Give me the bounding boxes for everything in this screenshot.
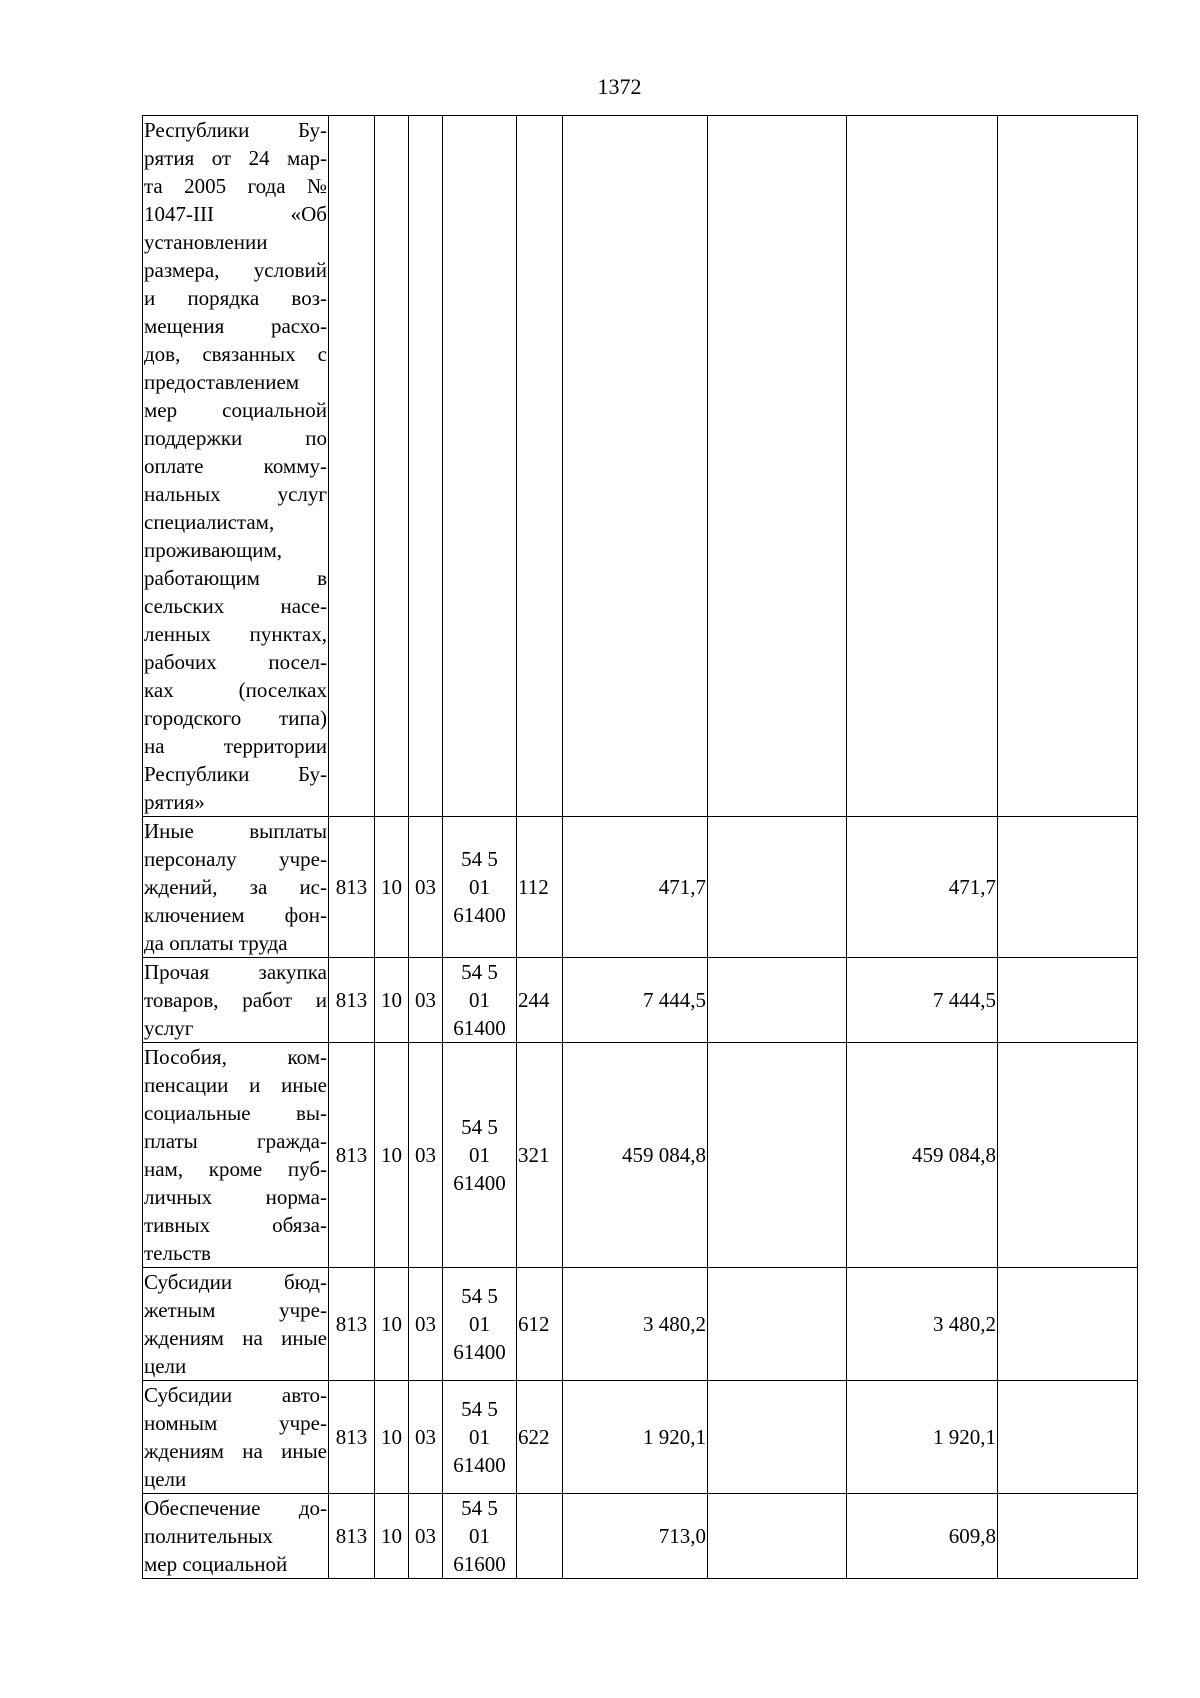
- description-line: Прочая закупка: [144, 960, 327, 984]
- row-description: [143, 1494, 329, 1579]
- subsection-code: [409, 116, 443, 817]
- description-line: 1047-III «Об: [144, 202, 327, 226]
- section-code: 10: [375, 1381, 409, 1494]
- amount-other: [998, 817, 1138, 958]
- row-description: [143, 1381, 329, 1494]
- amount-other: [998, 1043, 1138, 1268]
- amount-federal: [708, 1043, 847, 1268]
- budget-table: [142, 115, 1138, 1579]
- target-article-part: 01: [469, 875, 490, 899]
- expense-type-code: 622: [517, 1381, 563, 1494]
- subsection-code: 03: [409, 958, 443, 1043]
- row-description: [143, 116, 329, 817]
- ministry-code: 813: [329, 1043, 375, 1268]
- ministry-code: 813: [329, 958, 375, 1043]
- description-line: Пособия, ком-: [144, 1045, 327, 1069]
- description-line: ждений, за ис-: [144, 875, 327, 899]
- target-article-part: 61400: [453, 1016, 506, 1040]
- table-row: [143, 1381, 1138, 1494]
- row-description: [143, 1268, 329, 1381]
- amount-total: 713,0: [563, 1494, 708, 1579]
- description-line: Республики Бу-: [144, 762, 327, 786]
- expense-type-code: 612: [517, 1268, 563, 1381]
- ministry-code: [329, 116, 375, 817]
- amount-other: [998, 958, 1138, 1043]
- description-line: Обеспечение до-: [144, 1496, 327, 1520]
- amount-federal: [708, 1381, 847, 1494]
- target-article-part: 54 5: [461, 1397, 498, 1421]
- target-article-part: 01: [469, 988, 490, 1012]
- target-article-part: 61400: [453, 1171, 506, 1195]
- description-line: Республики Бу-: [144, 118, 327, 142]
- target-article-part: 54 5: [461, 1115, 498, 1139]
- description-line: личных норма-: [144, 1185, 327, 1209]
- section-code: [375, 116, 409, 817]
- description-line: специалистам,: [144, 510, 275, 534]
- amount-other: [998, 1268, 1138, 1381]
- description-line: на территории: [144, 734, 327, 758]
- amount-federal: [708, 1494, 847, 1579]
- description-line: рятия от 24 мар-: [144, 146, 327, 170]
- row-description: [143, 958, 329, 1043]
- description-line: полнительных: [144, 1524, 273, 1548]
- description-line: товаров, работ и: [144, 988, 327, 1012]
- description-line: номным учре-: [144, 1411, 327, 1435]
- amount-other: [998, 1494, 1138, 1579]
- ministry-code: 813: [329, 1494, 375, 1579]
- description-line: рятия»: [144, 790, 205, 814]
- description-line: тельств: [144, 1241, 211, 1265]
- description-line: рабочих посел-: [144, 650, 327, 674]
- amount-total: 1 920,1: [563, 1381, 708, 1494]
- amount-federal: [708, 817, 847, 958]
- description-line: тивных обяза-: [144, 1213, 327, 1237]
- description-line: размера, условий: [144, 258, 327, 282]
- amount-total: 471,7: [563, 817, 708, 958]
- description-line: поддержки по: [144, 426, 327, 450]
- description-line: ленных пунктах,: [144, 622, 327, 646]
- description-line: городского типа): [144, 706, 327, 730]
- table-row: [143, 817, 1138, 958]
- table-row: [143, 1268, 1138, 1381]
- amount-republic: 7 444,5: [847, 958, 998, 1043]
- row-description: [143, 1043, 329, 1268]
- target-article-part: 61600: [453, 1552, 506, 1576]
- amount-republic: 609,8: [847, 1494, 998, 1579]
- ministry-code: 813: [329, 1268, 375, 1381]
- target-article-code: [443, 1268, 517, 1381]
- description-line: цели: [144, 1354, 187, 1378]
- description-line: Субсидии бюд-: [144, 1270, 327, 1294]
- description-line: ключением фон-: [144, 903, 327, 927]
- subsection-code: 03: [409, 1494, 443, 1579]
- amount-other: [998, 116, 1138, 817]
- amount-federal: [708, 1268, 847, 1381]
- table-body: [143, 116, 1138, 1579]
- row-description: [143, 817, 329, 958]
- amount-total: [563, 116, 708, 817]
- amount-federal: [708, 958, 847, 1043]
- target-article-part: 54 5: [461, 1496, 498, 1520]
- amount-republic: 3 480,2: [847, 1268, 998, 1381]
- amount-federal: [708, 116, 847, 817]
- amount-republic: 471,7: [847, 817, 998, 958]
- expense-type-code: 112: [517, 817, 563, 958]
- target-article-part: 54 5: [461, 960, 498, 984]
- description-line: мер социальной: [144, 398, 327, 422]
- amount-total: 7 444,5: [563, 958, 708, 1043]
- description-line: Субсидии авто-: [144, 1383, 327, 1407]
- target-article-part: 61400: [453, 1453, 506, 1477]
- description-line: дов, связанных с: [144, 342, 327, 366]
- description-line: та 2005 года №: [144, 174, 327, 198]
- description-line: да оплаты труда: [144, 931, 288, 955]
- description-line: нальных услуг: [144, 482, 327, 506]
- target-article-code: [443, 116, 517, 817]
- target-article-part: 61400: [453, 903, 506, 927]
- target-article-part: 61400: [453, 1340, 506, 1364]
- description-line: персоналу учре-: [144, 847, 327, 871]
- subsection-code: 03: [409, 1043, 443, 1268]
- target-article-part: 54 5: [461, 1284, 498, 1308]
- target-article-code: [443, 1381, 517, 1494]
- description-line: услуг: [144, 1016, 194, 1040]
- amount-other: [998, 1381, 1138, 1494]
- description-line: сельских насе-: [144, 594, 327, 618]
- description-line: работающим в: [144, 566, 327, 590]
- description-line: мер социальной: [144, 1552, 288, 1576]
- table-row: [143, 1043, 1138, 1268]
- description-line: нам, кроме пуб-: [144, 1157, 327, 1181]
- section-code: 10: [375, 1494, 409, 1579]
- amount-total: 3 480,2: [563, 1268, 708, 1381]
- target-article-part: 01: [469, 1143, 490, 1167]
- ministry-code: 813: [329, 1381, 375, 1494]
- target-article-code: [443, 1494, 517, 1579]
- description-line: пенсации и иные: [144, 1073, 327, 1097]
- description-line: ждениям на иные: [144, 1439, 327, 1463]
- expense-type-code: 244: [517, 958, 563, 1043]
- expense-type-code: [517, 1494, 563, 1579]
- description-line: установлении: [144, 230, 268, 254]
- description-line: и порядка воз-: [144, 286, 327, 310]
- table-row: [143, 1494, 1138, 1579]
- table-row: [143, 116, 1138, 817]
- target-article-part: 01: [469, 1524, 490, 1548]
- expense-type-code: [517, 116, 563, 817]
- amount-republic: 1 920,1: [847, 1381, 998, 1494]
- description-line: ждениям на иные: [144, 1326, 327, 1350]
- expense-type-code: 321: [517, 1043, 563, 1268]
- description-line: ках (поселках: [144, 678, 327, 702]
- target-article-code: [443, 817, 517, 958]
- subsection-code: 03: [409, 817, 443, 958]
- subsection-code: 03: [409, 1268, 443, 1381]
- amount-total: 459 084,8: [563, 1043, 708, 1268]
- description-line: социальные вы-: [144, 1101, 327, 1125]
- description-line: проживающим,: [144, 538, 283, 562]
- amount-republic: [847, 116, 998, 817]
- ministry-code: 813: [329, 817, 375, 958]
- target-article-part: 54 5: [461, 847, 498, 871]
- section-code: 10: [375, 958, 409, 1043]
- description-line: мещения расхо-: [144, 314, 327, 338]
- target-article-code: [443, 1043, 517, 1268]
- target-article-part: 01: [469, 1425, 490, 1449]
- amount-republic: 459 084,8: [847, 1043, 998, 1268]
- section-code: 10: [375, 817, 409, 958]
- subsection-code: 03: [409, 1381, 443, 1494]
- section-code: 10: [375, 1268, 409, 1381]
- table-row: [143, 958, 1138, 1043]
- description-line: платы гражда-: [144, 1129, 327, 1153]
- description-line: предоставлением: [144, 370, 300, 394]
- description-line: оплате комму-: [144, 454, 327, 478]
- page-number: 1372: [597, 74, 642, 99]
- target-article-part: 01: [469, 1312, 490, 1336]
- section-code: 10: [375, 1043, 409, 1268]
- description-line: цели: [144, 1467, 187, 1491]
- description-line: Иные выплаты: [144, 819, 327, 843]
- description-line: жетным учре-: [144, 1298, 327, 1322]
- target-article-code: [443, 958, 517, 1043]
